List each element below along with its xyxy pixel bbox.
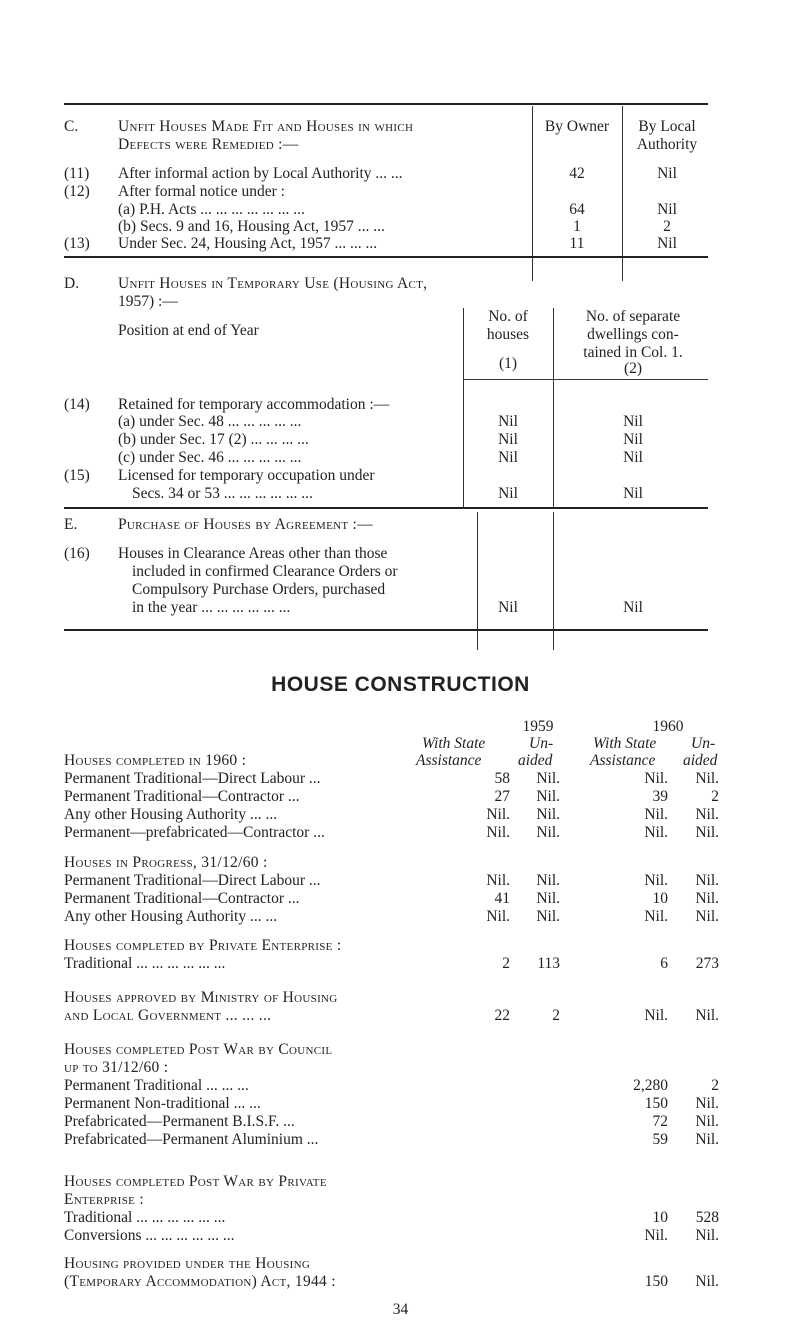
section-e-title: Purchase of Houses by Agreement :— bbox=[118, 516, 373, 533]
construction-cell-c: 39 bbox=[652, 788, 668, 805]
d-row-label: Retained for temporary accommodation :— bbox=[118, 396, 390, 413]
construction-cell-b: Nil. bbox=[536, 890, 560, 907]
construction-cell-c: 72 bbox=[652, 1113, 668, 1130]
e-row-num: (16) bbox=[64, 545, 90, 562]
group-title: up to 31/12/60 : bbox=[64, 1059, 169, 1076]
construction-cell-d: Nil. bbox=[695, 1131, 719, 1148]
construction-cell-d: Nil. bbox=[695, 806, 719, 823]
construction-cell-c: 10 bbox=[652, 890, 668, 907]
unaided-1959-b: aided bbox=[518, 752, 553, 769]
d-row-col1: Nil bbox=[498, 413, 518, 430]
d-row-col1: Nil bbox=[498, 449, 518, 466]
section-c-letter: C. bbox=[64, 118, 79, 135]
section-e-letter: E. bbox=[64, 516, 78, 533]
assistance-1960: Assistance bbox=[590, 752, 656, 769]
construction-cell-c: Nil. bbox=[644, 1227, 668, 1244]
d-col1-header-2: houses bbox=[486, 326, 530, 343]
construction-row-label: Permanent Traditional—Contractor ... bbox=[64, 788, 300, 805]
construction-row-label: Permanent Traditional—Direct Labour ... bbox=[64, 770, 321, 787]
construction-row-label: Permanent—prefabricated—Contractor ... bbox=[64, 824, 325, 841]
c-row-num: (13) bbox=[64, 235, 90, 252]
construction-cell-d: Nil. bbox=[695, 770, 719, 787]
c-row-label: After informal action by Local Authority ... ... bbox=[118, 165, 403, 182]
c-row-local: 2 bbox=[663, 218, 671, 235]
d-row-col2: Nil bbox=[623, 431, 643, 448]
c-row-local: Nil bbox=[657, 201, 677, 218]
construction-cell-d: Nil. bbox=[695, 1095, 719, 1112]
c-row-owner: 64 bbox=[569, 201, 585, 218]
d-col2-header-2: dwellings con- bbox=[587, 326, 679, 343]
group-title: Housing provided under the Housing bbox=[64, 1255, 311, 1272]
construction-cell-d: Nil. bbox=[695, 1113, 719, 1130]
d-col1-header-3: (1) bbox=[498, 355, 518, 372]
construction-row-label: Any other Housing Authority ... ... bbox=[64, 908, 278, 925]
construction-cell-a: Nil. bbox=[486, 872, 510, 889]
construction-cell-d: 2 bbox=[711, 788, 719, 805]
c-row-local: Nil bbox=[657, 165, 677, 182]
construction-cell-c: 150 bbox=[644, 1095, 668, 1112]
d-row-label: Secs. 34 or 53 ... ... ... ... ... ... bbox=[132, 485, 313, 502]
c-row-label: Under Sec. 24, Housing Act, 1957 ... ... ... bbox=[118, 235, 378, 252]
e-row-line: Houses in Clearance Areas other than those bbox=[118, 545, 388, 562]
construction-row-label: Permanent Non-traditional ... ... bbox=[64, 1095, 261, 1112]
d-row-label: Licensed for temporary occupation under bbox=[118, 467, 375, 484]
construction-cell-d: Nil. bbox=[695, 1007, 719, 1024]
d-row-col2: Nil bbox=[623, 449, 643, 466]
construction-cell-d: Nil. bbox=[695, 872, 719, 889]
d-row-col1: Nil bbox=[498, 485, 518, 502]
d-col2-header-4: (2) bbox=[623, 360, 643, 377]
d-row-col2: Nil bbox=[623, 485, 643, 502]
construction-cell-c: Nil. bbox=[644, 806, 668, 823]
construction-cell-b: 2 bbox=[552, 1007, 560, 1024]
construction-cell-a: 22 bbox=[494, 1007, 510, 1024]
construction-row-label: Traditional ... ... ... ... ... ... bbox=[64, 1209, 226, 1226]
c-row-local: Nil bbox=[657, 235, 677, 252]
construction-row-label: Prefabricated—Permanent Aluminium ... bbox=[64, 1131, 319, 1148]
c-col-local-header-2: Authority bbox=[636, 136, 698, 153]
d-row-label: (b) under Sec. 17 (2) ... ... ... ... bbox=[118, 431, 309, 448]
e-row-line: in the year ... ... ... ... ... ... bbox=[132, 599, 291, 616]
unaided-1960-a: Un- bbox=[691, 735, 716, 752]
group-title: Houses in Progress, 31/12/60 : bbox=[64, 854, 268, 871]
c-col-local-header-1: By Local bbox=[638, 118, 696, 135]
construction-cell-a: Nil. bbox=[486, 806, 510, 823]
construction-cell-a: Nil. bbox=[486, 824, 510, 841]
construction-cell-d: Nil. bbox=[695, 908, 719, 925]
group-title: Houses completed in 1960 : bbox=[64, 752, 247, 769]
construction-cell-c: Nil. bbox=[644, 872, 668, 889]
construction-row-label: Permanent Traditional—Direct Labour ... bbox=[64, 872, 321, 889]
c-row-num: (12) bbox=[64, 183, 90, 200]
year-1959-header: 1959 bbox=[522, 718, 554, 735]
group-title: Houses approved by Ministry of Housing bbox=[64, 989, 338, 1006]
d-col2-header-3: tained in Col. 1. bbox=[583, 344, 683, 361]
construction-cell-a: 27 bbox=[494, 788, 510, 805]
construction-cell-b: Nil. bbox=[536, 908, 560, 925]
c-bottom-rule bbox=[64, 256, 708, 258]
construction-cell-c: Nil. bbox=[644, 824, 668, 841]
group-title: Houses completed Post War by Private bbox=[64, 1173, 327, 1190]
construction-row-label: Permanent Traditional—Contractor ... bbox=[64, 890, 300, 907]
group-title: Houses completed by Private Enterprise : bbox=[64, 937, 342, 954]
c-row-label: After formal notice under : bbox=[118, 183, 285, 200]
d-row-col1: Nil bbox=[498, 431, 518, 448]
d-row-num: (14) bbox=[64, 396, 90, 413]
construction-row-label: Prefabricated—Permanent B.I.S.F. ... bbox=[64, 1113, 295, 1130]
d-col1-header-1: No. of bbox=[488, 308, 528, 325]
d-header-underline bbox=[463, 379, 708, 380]
construction-cell-d: Nil. bbox=[695, 1227, 719, 1244]
construction-row-label: (Temporary Accommodation) Act, 1944 : bbox=[64, 1273, 336, 1290]
construction-cell-c: 2,280 bbox=[633, 1077, 668, 1094]
section-c-title-line1: Unfit Houses Made Fit and Houses in which bbox=[118, 118, 414, 135]
unaided-1959-a: Un- bbox=[529, 735, 554, 752]
construction-cell-c: Nil. bbox=[644, 908, 668, 925]
d-bottom-rule bbox=[64, 507, 708, 509]
section-d-title-line1: Unfit Houses in Temporary Use (Housing Act, bbox=[118, 275, 428, 292]
section-d-title-line2: 1957) :— bbox=[118, 293, 178, 310]
construction-cell-d: 528 bbox=[695, 1209, 719, 1226]
e-row-line: included in confirmed Clearance Orders or bbox=[132, 563, 398, 580]
e-row-col1: Nil bbox=[498, 599, 518, 616]
d-col2-header-1: No. of separate bbox=[585, 308, 681, 325]
c-row-owner: 42 bbox=[569, 165, 585, 182]
construction-cell-d: Nil. bbox=[695, 824, 719, 841]
construction-cell-c: Nil. bbox=[644, 1007, 668, 1024]
construction-cell-d: Nil. bbox=[695, 1273, 719, 1290]
unaided-1960-b: aided bbox=[683, 752, 718, 769]
construction-cell-c: 150 bbox=[644, 1273, 668, 1290]
group-title: Enterprise : bbox=[64, 1191, 144, 1208]
with-state-1959: With State bbox=[422, 735, 486, 752]
c-row-label: (a) P.H. Acts ... ... ... ... ... ... ... bbox=[118, 201, 305, 218]
construction-cell-a: 41 bbox=[494, 890, 510, 907]
e-row-col2: Nil bbox=[623, 599, 643, 616]
construction-row-label: Traditional ... ... ... ... ... ... bbox=[64, 955, 226, 972]
construction-cell-b: Nil. bbox=[536, 806, 560, 823]
c-row-label: (b) Secs. 9 and 16, Housing Act, 1957 ... ... bbox=[118, 218, 385, 235]
construction-row-label: Conversions ... ... ... ... ... ... bbox=[64, 1227, 235, 1244]
assistance-1959: Assistance bbox=[416, 752, 482, 769]
d-row-label: (c) under Sec. 46 ... ... ... ... ... bbox=[118, 449, 302, 466]
construction-cell-b: Nil. bbox=[536, 872, 560, 889]
house-construction-heading: HOUSE CONSTRUCTION bbox=[271, 673, 530, 696]
construction-cell-d: 2 bbox=[711, 1077, 719, 1094]
construction-cell-d: Nil. bbox=[695, 890, 719, 907]
construction-cell-b: 113 bbox=[537, 955, 560, 972]
d-position-label: Position at end of Year bbox=[118, 322, 259, 339]
e-bottom-rule bbox=[64, 629, 708, 631]
c-row-owner: 1 bbox=[573, 218, 581, 235]
d-row-label: (a) under Sec. 48 ... ... ... ... ... bbox=[118, 413, 302, 430]
d-row-num: (15) bbox=[64, 467, 90, 484]
page-number: 34 bbox=[392, 1301, 409, 1318]
construction-cell-a: Nil. bbox=[486, 908, 510, 925]
top-rule bbox=[64, 103, 708, 105]
construction-cell-a: 58 bbox=[494, 770, 510, 787]
construction-cell-b: Nil. bbox=[536, 824, 560, 841]
construction-cell-c: 6 bbox=[660, 955, 668, 972]
section-d-letter: D. bbox=[64, 275, 80, 292]
construction-cell-a: 2 bbox=[502, 955, 510, 972]
construction-row-label: Permanent Traditional ... ... ... bbox=[64, 1077, 249, 1094]
e-row-line: Compulsory Purchase Orders, purchased bbox=[132, 581, 386, 598]
construction-cell-c: Nil. bbox=[644, 770, 668, 787]
c-col-owner-header: By Owner bbox=[544, 118, 610, 135]
with-state-1960: With State bbox=[593, 735, 657, 752]
construction-cell-c: 10 bbox=[652, 1209, 668, 1226]
construction-row-label: Any other Housing Authority ... ... bbox=[64, 806, 278, 823]
d-row-col2: Nil bbox=[623, 413, 643, 430]
section-c-title-line2: Defects were Remedied :— bbox=[118, 136, 299, 153]
construction-cell-b: Nil. bbox=[536, 770, 560, 787]
construction-cell-b: Nil. bbox=[536, 788, 560, 805]
construction-cell-c: 59 bbox=[652, 1131, 668, 1148]
c-row-owner: 11 bbox=[569, 235, 585, 252]
year-1960-header: 1960 bbox=[652, 718, 684, 735]
construction-row-label: and Local Government ... ... ... bbox=[64, 1007, 272, 1024]
c-row-num: (11) bbox=[64, 165, 90, 182]
group-title: Houses completed Post War by Council bbox=[64, 1041, 333, 1058]
construction-cell-d: 273 bbox=[695, 955, 719, 972]
